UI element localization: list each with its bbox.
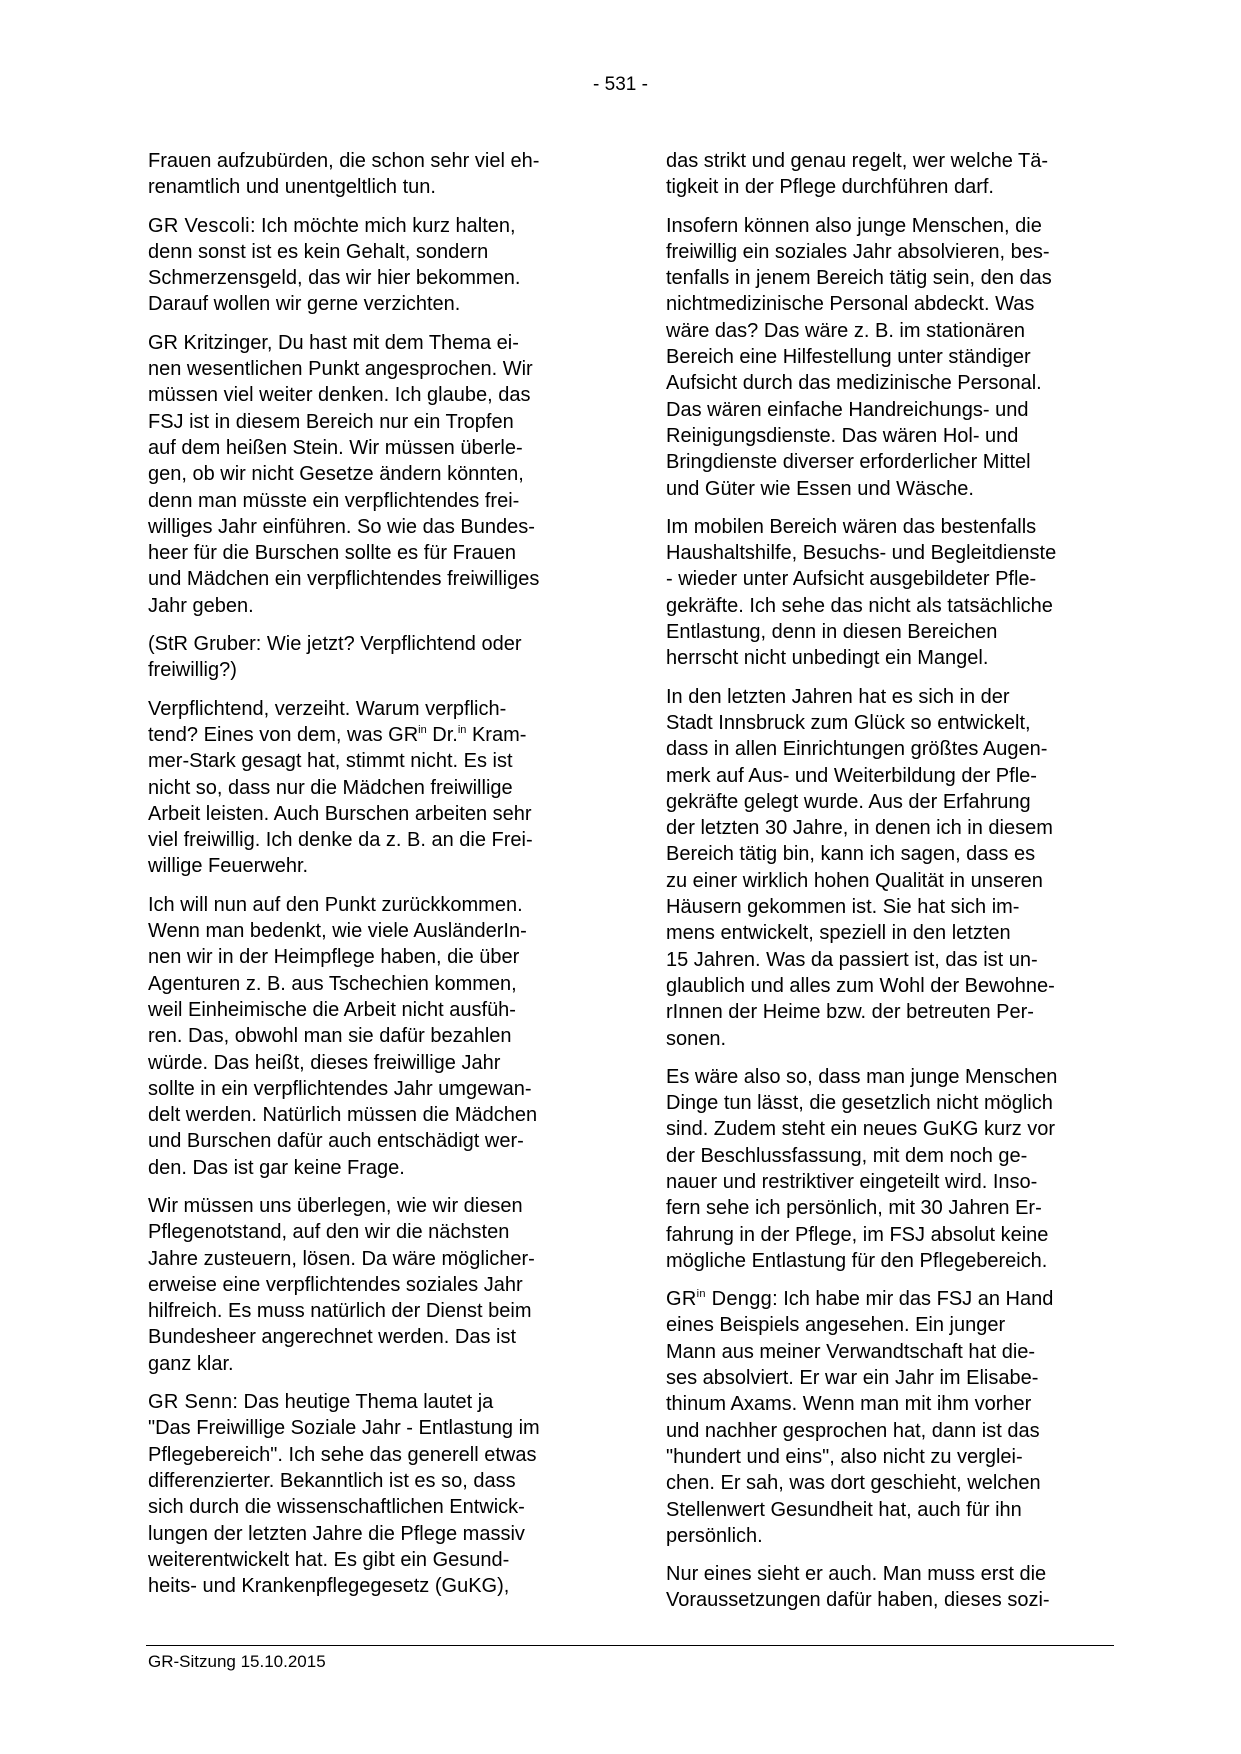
speaker-name: GR Senn [148,1391,233,1414]
text-line: und nachher gesprochen hat, dann ist das [666,1419,1040,1442]
paragraph [148,148,595,201]
text-line: Agenturen z. B. aus Tschechien kommen, [148,972,517,995]
text-line: ses absolviert. Er war ein Jahr im Elisabe- [666,1367,1039,1390]
speaker-colon: : [772,1288,778,1311]
text-line: Reinigungsdienste. Das wären Hol- und [666,424,1019,447]
text-line: Bringdienste diverser erforderlicher Mittel [666,451,1031,474]
text-line: Nur eines sieht er auch. Man muss erst die [666,1563,1047,1586]
text-line: Mann aus meiner Verwandtschaft hat die- [666,1340,1036,1363]
text-line: nen wesentlichen Punkt angesprochen. Wir [148,358,533,381]
paragraph-senn [148,1389,595,1599]
text-line: nichtmedizinische Personal abdeckt. Was [666,293,1035,316]
text-line: auf dem heißen Stein. Wir müssen überle- [148,436,523,459]
right-column [666,148,1113,1626]
text-line: Verpflichtend, verzeiht. Warum verpflich- [148,697,507,720]
text-line: gekräfte gelegt wurde. Aus der Erfahrung [666,790,1031,813]
text-line: und Mädchen ein verpflichtendes freiwilliges [148,568,540,591]
text-line: Das wären einfache Handreichungs- und [666,398,1029,421]
text-line: renamtlich und unentgeltlich tun. [148,176,436,199]
text-line: heer für die Burschen sollte es für Frauen [148,542,516,565]
text-line: denn man müsste ein verpflichtendes frei- [148,489,520,512]
paragraph [666,148,1113,201]
text-line: erweise eine verpflichtendes soziales Jahr [148,1273,523,1296]
paragraph-vescoli [148,213,595,318]
text-line: sind. Zudem steht ein neues GuKG kurz vor [666,1118,1056,1141]
text-line: tend? Eines von dem, was GR [148,723,419,746]
text-line: und Burschen dafür auch entschädigt wer- [148,1130,524,1153]
text-line: merk auf Aus- und Weiterbildung der Pfle- [666,764,1037,787]
text-line: thinum Axams. Wenn man mit ihm vorher [666,1393,1032,1416]
text-line: Entlastung, denn in diesen Bereichen [666,621,998,644]
text-line: differenzierter. Bekanntlich ist es so, dass [148,1469,516,1492]
text-line: das strikt und genau regelt, wer welche Tä- [666,150,1049,172]
paragraph [148,330,595,619]
speaker-name: GR Vescoli [148,214,250,237]
text-line: ren. Das, obwohl man sie dafür bezahlen [148,1025,512,1048]
text-line: Pflegebereich". Ich sehe das generell etwas [148,1443,537,1466]
text-line: Stadt Innsbruck zum Glück so entwickelt, [666,711,1031,734]
text-line: wäre das? Das wäre z. B. im stationären [666,319,1026,342]
paragraph-interjection [148,631,595,684]
text-line: mer-Stark gesagt hat, stimmt nicht. Es ist [148,750,513,773]
text-line: ganz klar. [148,1352,234,1375]
text-line: williges Jahr einführen. So wie das Bundes- [148,515,535,538]
text-line: mögliche Entlastung für den Pflegebereich. [666,1249,1048,1272]
speaker-colon: : [249,214,256,237]
text-line: Ich will nun auf den Punkt zurückkommen. [148,893,523,916]
text-line: Pflegenotstand, auf den wir die nächsten [148,1221,510,1244]
text-line: sollte in ein verpflichtendes Jahr umgewan- [148,1077,532,1100]
text-line: nicht so, dass nur die Mädchen freiwillige [148,776,513,799]
text-line: Jahr geben. [148,594,254,617]
footer-divider [146,1645,1114,1646]
text-line: Bundesheer angerechnet werden. Das ist [148,1326,517,1349]
paragraph [148,696,595,880]
text-line: "hundert und eins", also nicht zu verglei- [666,1445,1023,1468]
text-line: weiterentwickelt hat. Es gibt ein Gesund- [148,1548,510,1571]
speaker-colon: : [232,1391,238,1414]
text-line: - wieder unter Aufsicht ausgebildeter Pfle- [666,568,1037,591]
text-line: Ich habe mir das FSJ an Hand [777,1288,1054,1311]
text-line: den. Das ist gar keine Frage. [148,1156,405,1179]
text-line: viel freiwillig. Ich denke da z. B. an die Frei- [148,829,533,852]
text-line: würde. Das heißt, dieses freiwillige Jahr [148,1051,501,1074]
text-line: 15 Jahren. Was da passiert ist, das ist un- [666,948,1038,971]
text-line: hilfreich. Es muss natürlich der Dienst beim [148,1300,532,1323]
text-line: "Das Freiwillige Soziale Jahr - Entlastung im [148,1417,540,1440]
text-line: dass in allen Einrichtungen größtes Augen- [666,738,1048,761]
text-line: (StR Gruber: Wie jetzt? Verpflichtend oder [148,633,522,656]
text-line: delt werden. Natürlich müssen die Mädchen [148,1104,538,1127]
text-line: Wenn man bedenkt, wie viele AusländerIn- [148,920,527,943]
speaker-name [666,1288,772,1310]
text-line: gen, ob wir nicht Gesetze ändern könnten, [148,463,524,486]
text-line: denn sonst ist es kein Gehalt, sondern [148,240,489,263]
text-line: fern sehe ich persönlich, mit 30 Jahren Er- [666,1197,1042,1220]
footer-session-date: GR-Sitzung 15.10.2015 [148,1652,326,1671]
text-line: FSJ ist in diesem Bereich nur ein Tropfen [148,410,514,433]
text-line: Häusern gekommen ist. Sie hat sich im- [666,896,1020,919]
text-line: Das heutige Thema lautet ja [237,1391,494,1414]
text-line: Kram- [466,723,527,746]
paragraph [666,684,1113,1052]
superscript: in [457,723,467,736]
text-line: Wir müssen uns überlegen, wie wir diesen [148,1194,523,1217]
text-line: tenfalls in jenem Bereich tätig sein, den das [666,267,1052,290]
text-line: In den letzten Jahren hat es sich in der [666,685,1010,708]
paragraph [148,892,595,1181]
text-line: Dr. [426,723,458,746]
text-line: Bereich eine Hilfestellung unter ständiger [666,346,1031,369]
text-line: fahrung in der Pflege, im FSJ absolut keine [666,1223,1049,1246]
text-line: Frauen aufzubürden, die schon sehr viel eh- [148,150,540,172]
text-line: Schmerzensgeld, das wir hier bekommen. [148,267,521,290]
paragraph-dengg [666,1286,1113,1549]
text-line: sich durch die wissenschaftlichen Entwick- [148,1496,525,1519]
text-line: Dinge tun lässt, die gesetzlich nicht möglich [666,1092,1053,1115]
text-line: Insofern können also junge Menschen, die [666,214,1042,237]
paragraph [666,514,1113,672]
text-line: müssen viel weiter denken. Ich glaube, das [148,384,531,407]
text-line: Bereich tätig bin, kann ich sagen, dass es [666,843,1036,866]
text-line: herrscht nicht unbedingt ein Mangel. [666,647,989,670]
text-line: der Beschlussfassung, mit dem noch ge- [666,1144,1028,1167]
text-line: weil Einheimische die Arbeit nicht ausfüh- [148,998,516,1021]
text-line: Haushaltshilfe, Besuchs- und Begleitdienste [666,542,1057,565]
text-line: Jahre zusteuern, lösen. Da wäre möglicher- [148,1247,535,1270]
text-line: rInnen der Heime bzw. der betreuten Per- [666,1001,1034,1024]
text-line: Im mobilen Bereich wären das bestenfalls [666,515,1037,538]
text-line: sonen. [666,1027,727,1050]
left-column [148,148,595,1611]
speaker-surname: Dengg [705,1288,773,1311]
text-line: der letzten 30 Jahre, in denen ich in diesem [666,817,1053,840]
text-line: zu einer wirklich hohen Qualität in unseren [666,869,1043,892]
text-line: Darauf wollen wir gerne verzichten. [148,293,461,316]
text-line: freiwillig ein soziales Jahr absolvieren, bes- [666,240,1050,263]
text-line: heits- und Krankenpflegegesetz (GuKG), [148,1575,510,1598]
paragraph [666,1561,1113,1614]
text-line: glaublich und alles zum Wohl der Bewohne- [666,974,1055,997]
text-line: freiwillig?) [148,659,237,682]
page-number: - 531 - [593,74,648,95]
text-line: Voraussetzungen dafür haben, dieses sozi- [666,1589,1050,1612]
text-line: GR Kritzinger, Du hast mit dem Thema ei- [148,331,519,354]
text-line: tigkeit in der Pflege durchführen darf. [666,176,994,199]
text-line: Ich möchte mich kurz halten, [255,214,516,237]
text-line: Arbeit leisten. Auch Burschen arbeiten sehr [148,802,532,825]
superscript: in [418,723,427,736]
paragraph [666,213,1113,502]
text-line: Stellenwert Gesundheit hat, auch für ihn [666,1498,1022,1521]
text-line: nen wir in der Heimpflege haben, die über [148,946,520,969]
text-line: mens entwickelt, speziell in den letzten [666,922,1011,945]
speaker-title: GR [666,1288,697,1311]
paragraph [148,1193,595,1377]
text-line: und Güter wie Essen und Wäsche. [666,477,974,500]
paragraph [666,1064,1113,1274]
text-line: willige Feuerwehr. [148,855,309,878]
text-line: eines Beispiels angesehen. Ein junger [666,1314,1006,1337]
text-line: gekräfte. Ich sehe das nicht als tatsächliche [666,594,1053,617]
superscript: in [696,1288,706,1301]
text-line: Es wäre also so, dass man junge Menschen [666,1065,1058,1088]
text-line: persönlich. [666,1524,763,1547]
text-line: lungen der letzten Jahre die Pflege massiv [148,1522,525,1545]
text-line: nauer und restriktiver eingeteilt wird. Inso- [666,1170,1038,1193]
text-line: Aufsicht durch das medizinische Personal. [666,372,1042,395]
text-line: chen. Er sah, was dort geschieht, welchen [666,1472,1041,1495]
